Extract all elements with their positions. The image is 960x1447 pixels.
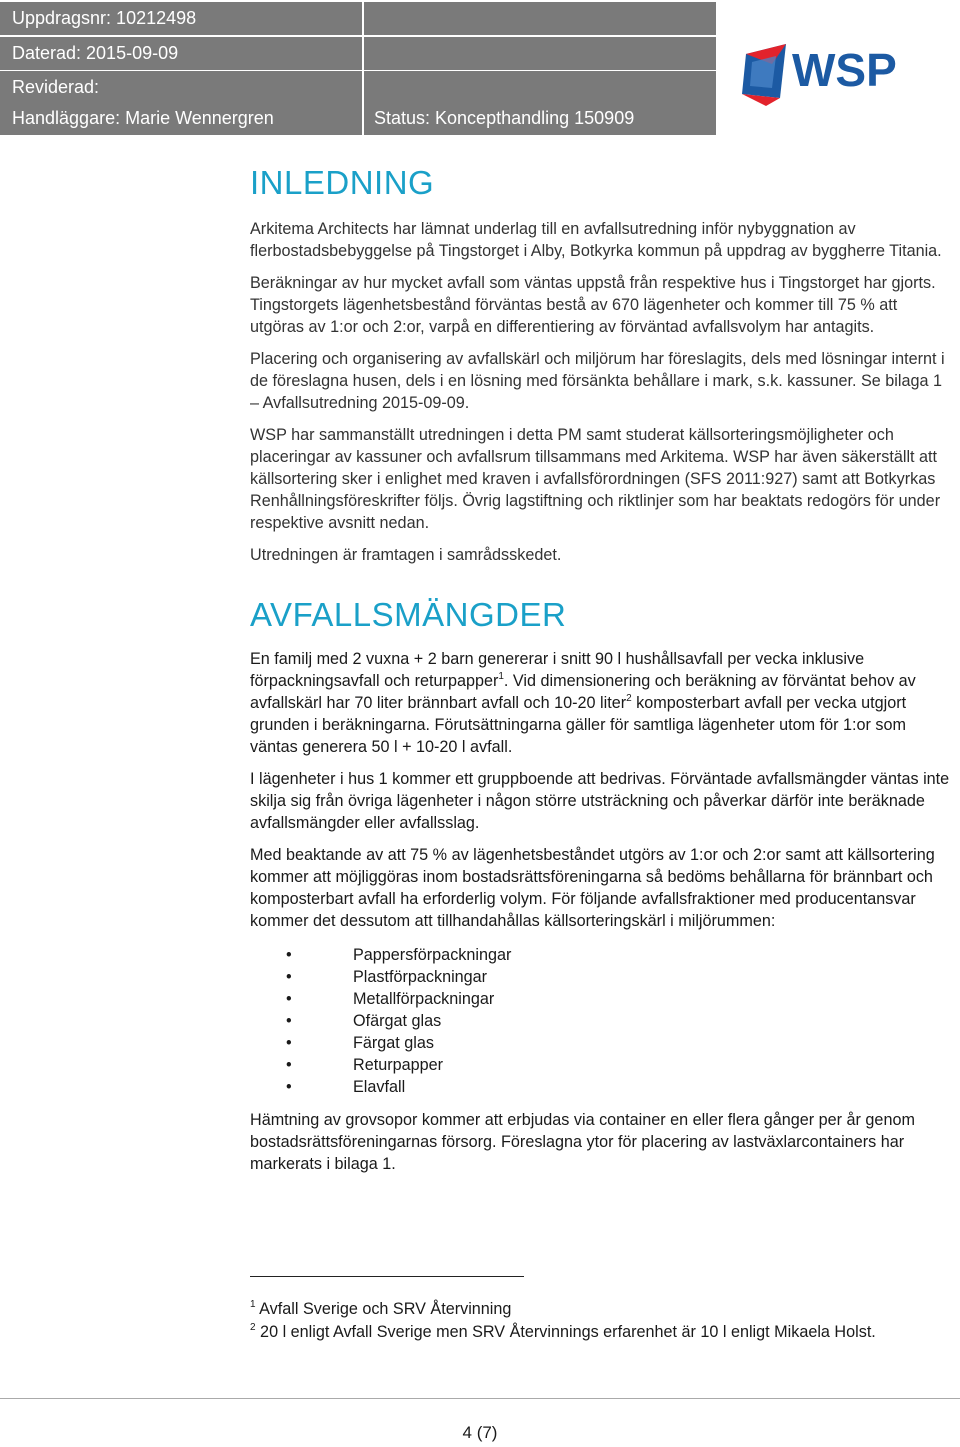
footer-divider: [0, 1398, 960, 1399]
main-content: [250, 164, 954, 1175]
paragraph: Utredningen är framtagen i samrådsskedet.: [250, 546, 562, 564]
header-cell-empty: [364, 71, 716, 104]
list-item: • Färgat glas: [286, 1034, 434, 1052]
wsp-logo: [718, 2, 960, 135]
assignment-number: Uppdragsnr: 10212498: [0, 2, 362, 35]
header-cell-empty: [364, 2, 716, 35]
footnote-ref: 2: [626, 692, 632, 704]
footnote-text: 20 l enligt Avfall Sverige men SRV Återvinnings erfarenhet är 10 l enligt Mikaela Holst.: [255, 1323, 876, 1341]
paragraph: Placering och organisering av avfallskärl och miljörum har föreslagits, dels med lösningar internt i de föreslagna husen, dels i en lösning med försänkta behållare i mark, s.k. kassuner. Se bilaga 1 – Avfallsutredning 2015-09-09.: [250, 350, 945, 412]
paragraph: Hämtning av grovsopor kommer att erbjudas via container en eller flera gånger per år genom bostadsrättsföreningarnas försorg. Föreslagna ytor för placering av lastväxlarcontainers har markerats i bilaga 1.: [250, 1111, 915, 1173]
footnote-number: 1: [250, 1298, 256, 1310]
footnote-1: [250, 1298, 954, 1320]
bullet: •: [286, 1056, 292, 1074]
footnote-separator: [250, 1276, 524, 1277]
document-header: [0, 0, 960, 136]
text-run: komposterbart avfall per vecka utgjort grunden i beräkningarna. Förutsättningarna gäller för samtliga lägenheter utom för 1:or som väntas generera 50 l + 10-20 l avfall.: [250, 694, 907, 756]
wsp-logo-icon: [718, 2, 960, 135]
date-field: Daterad: 2015-09-09: [0, 37, 362, 70]
bullet: •: [286, 946, 292, 964]
text-run: En familj med 2 vuxna + 2 barn genererar i snitt 90 l hushållsavfall per vecka inklusive förpackningsavfall och returpapper: [250, 650, 865, 690]
footnote-2: [250, 1321, 954, 1343]
list-item: • Pappersförpackningar: [286, 946, 512, 964]
list-item: • Metallförpackningar: [286, 990, 495, 1008]
paragraph: [250, 648, 954, 758]
footnote-ref: 1: [498, 670, 504, 682]
waste-fraction-list: [250, 944, 954, 1098]
paragraph: Med beaktande av att 75 % av lägenhetsbeståndet utgörs av 1:or och 2:or samt att källsortering kommer att möjliggöras inom bostadsrättsföreningarna så bedöms behållarna för brännbart och komposterbart avfall ha erforderlig volym. För följande avfallsfraktioner med producentansvar kommer det dessutom att tillhandahållas källsorteringskärl i miljörummen:: [250, 846, 935, 930]
paragraph: Arkitema Architects har lämnat underlag till en avfallsutredning inför nybyggnation av flerbostadsbebyggelse på Tingstorget i Alby, Botkyrka kommun på uppdrag av byggherre Titania.: [250, 220, 942, 260]
heading-avfallsmangder: AVFALLSMÄNGDER: [250, 596, 567, 633]
header-cell-empty: [364, 37, 716, 70]
paragraph: Beräkningar av hur mycket avfall som väntas uppstå från respektive hus i Tingstorget har gjorts. Tingstorgets lägenhetsbestånd förväntas bestå av 670 lägenheter och kommer till 75 % att utgöras av 1:or och 2:or, varpå en differentiering av förväntad avfallsvolym har antagits.: [250, 274, 936, 336]
bullet: •: [286, 968, 292, 986]
bullet: •: [286, 1012, 292, 1030]
bullet: •: [286, 1034, 292, 1052]
list-item: • Elavfall: [286, 1078, 406, 1096]
handler-field: Handläggare: Marie Wennergren: [0, 102, 362, 135]
page-number: 4 (7): [462, 1423, 498, 1442]
wsp-logo-text: WSP: [792, 44, 897, 96]
paragraph: WSP har sammanställt utredningen i detta PM samt studerat källsorteringsmöjligheter och placeringar av kassuner och avfallsrum tillsammans med Arkitema. WSP har även säkerställt att källsortering sker i enlighet med kraven i avfallsförordningen (SFS 2011:927) samt att Botkyrkas Renhållningsföreskrifter följs. Övrig lagstiftning och riktlinjer som har beaktats redogörs för under respektive avsnitt nedan.: [250, 426, 941, 532]
footnote-number: 2: [250, 1321, 256, 1333]
bullet: •: [286, 1078, 292, 1096]
text-run: . Vid dimensionering och beräkning av förväntat behov av avfallskärl har 70 liter brännbart avfall och 10-20 liter: [250, 672, 916, 712]
heading-inledning: INLEDNING: [250, 164, 435, 201]
footnote-text: Avfall Sverige och SRV Återvinning: [255, 1300, 512, 1318]
list-item: • Returpapper: [286, 1056, 443, 1074]
revised-field: Reviderad:: [0, 71, 362, 104]
list-item: • Plastförpackningar: [286, 968, 488, 986]
list-item: • Ofärgat glas: [286, 1012, 442, 1030]
paragraph: I lägenheter i hus 1 kommer ett gruppboende att bedrivas. Förväntade avfallsmängder väntas inte skilja sig från övriga lägenheter i någon större utsträckning och påverkar därför inte beräknade avfallsmängder eller avfallsslag.: [250, 770, 950, 832]
status-field: Status: Koncepthandling 150909: [364, 102, 716, 135]
bullet: •: [286, 990, 292, 1008]
